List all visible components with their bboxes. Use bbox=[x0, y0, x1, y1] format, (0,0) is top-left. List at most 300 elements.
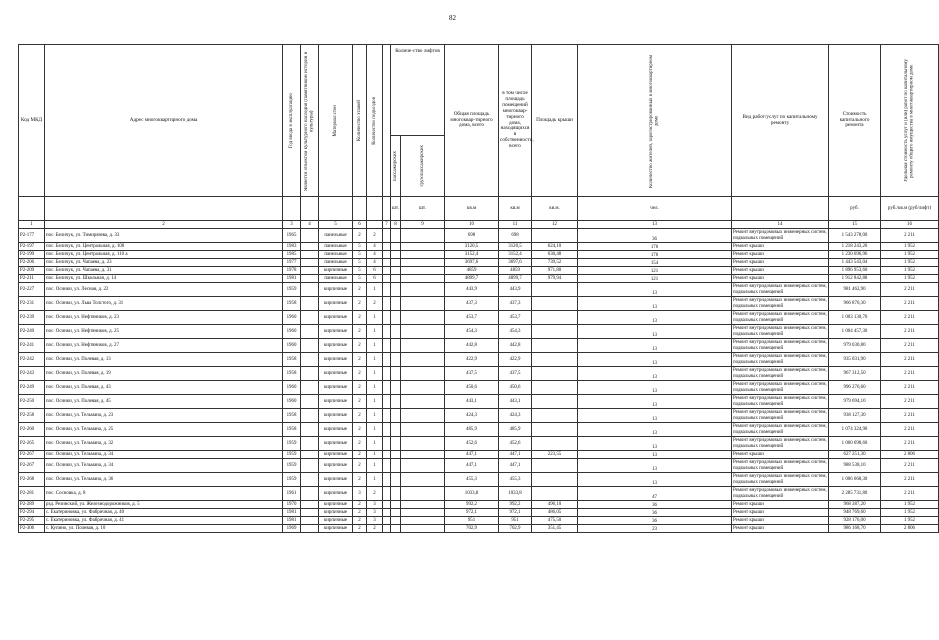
cell-area-owned: 992,2 bbox=[499, 501, 532, 509]
cell-heritage bbox=[301, 451, 319, 459]
cell-walls: кирпичные bbox=[319, 367, 353, 381]
cell-residents: 13 bbox=[578, 297, 732, 311]
cell-work: Ремонт внутридомовых инженерных систем, подвальных помещений bbox=[733, 312, 827, 323]
cell-cost: 1 004 457,30 bbox=[829, 325, 881, 339]
cell-roof-area: 739,52 bbox=[532, 259, 578, 267]
cell-lifts-pass bbox=[391, 501, 401, 509]
col-num: 6 bbox=[353, 221, 367, 229]
cell-lifts-pass bbox=[391, 297, 401, 311]
table-row bbox=[19, 275, 939, 283]
header-floors: Количество этажей bbox=[353, 45, 367, 197]
cell-unit-cost: 2 211 bbox=[881, 367, 939, 381]
cell-lifts-pass bbox=[391, 459, 401, 473]
cell-area-total: 1033,8 bbox=[445, 487, 499, 501]
cell-lifts-pass bbox=[391, 409, 401, 423]
cell-blank bbox=[383, 311, 391, 325]
cell-residents: 13 bbox=[578, 353, 732, 367]
cell-year: 1965 bbox=[283, 229, 301, 243]
cell-year: 1977 bbox=[283, 259, 301, 267]
cell-floors: 2 bbox=[353, 367, 367, 381]
col-num: 1 bbox=[19, 221, 45, 229]
cell-area-owned: 1033,8 bbox=[499, 487, 532, 501]
col-num: 10 bbox=[445, 221, 499, 229]
cell-blank bbox=[383, 525, 391, 533]
cell-address: пос. Беличук, ул. Школьная, д. 14 bbox=[45, 275, 283, 283]
cell-work: Ремонт внутридомовых инженерных систем, подвальных помещений bbox=[733, 410, 827, 421]
cell-roof-area bbox=[532, 229, 578, 243]
table-row bbox=[19, 487, 939, 501]
cell-heritage bbox=[301, 275, 319, 283]
table-row bbox=[19, 283, 939, 297]
cell-blank bbox=[383, 437, 391, 451]
cell-entrances: 1 bbox=[367, 395, 383, 409]
header-lifts-pass: пассажирских bbox=[391, 136, 401, 197]
header-heritage: Является объектом культурного наследия (памятником истории и культуры) bbox=[301, 45, 319, 197]
cell-walls: кирпичные bbox=[319, 517, 353, 525]
cell-address: пос. Осинки, ул. Тельмана, д. 34 bbox=[45, 451, 283, 459]
unit-residents: чел. bbox=[578, 197, 732, 221]
header-address: Адрес многоквартирного дома bbox=[45, 45, 283, 197]
units-row bbox=[19, 197, 939, 221]
cell-year: 1981 bbox=[283, 517, 301, 525]
header-lifts-group: Количе-ство лифтов bbox=[391, 45, 445, 136]
cell-blank bbox=[383, 409, 391, 423]
header-area-owned: в том числе площадь помещений многоквар-тирного дома, находящихся в собственности, всего bbox=[499, 45, 532, 197]
cell-work: Ремонт внутридомовых инженерных систем, подвальных помещений bbox=[733, 340, 827, 351]
cell-lifts-pass bbox=[391, 267, 401, 275]
cell-cost: 988 538,10 bbox=[829, 459, 881, 473]
cell-roof-area bbox=[532, 367, 578, 381]
cell-unit-cost: 2 211 bbox=[881, 297, 939, 311]
table-row bbox=[19, 473, 939, 487]
table-row bbox=[19, 339, 939, 353]
cell-unit-cost: 1 952 bbox=[881, 267, 939, 275]
cell-area-total: 3152,4 bbox=[445, 251, 499, 259]
cell-cost: 948 769,60 bbox=[829, 509, 881, 517]
cell-area-total: 437,3 bbox=[445, 297, 499, 311]
cell-kod: Р2-281 bbox=[19, 487, 45, 501]
cell-lifts-cargo bbox=[401, 487, 445, 501]
cell-area-total: 698 bbox=[445, 229, 499, 243]
cell-lifts-cargo bbox=[401, 525, 445, 533]
cell-heritage bbox=[301, 251, 319, 259]
unit-roof-area: кв.м. bbox=[532, 197, 578, 221]
cell-unit-cost: 1 952 bbox=[881, 517, 939, 525]
cell-kod: Р2-206 bbox=[19, 259, 45, 267]
cell-blank bbox=[383, 517, 391, 525]
cell-lifts-cargo bbox=[401, 451, 445, 459]
cell-lifts-pass bbox=[391, 259, 401, 267]
cell-area-owned: 4899,7 bbox=[499, 275, 532, 283]
cell-residents: 23 bbox=[578, 525, 732, 533]
table-row bbox=[19, 311, 939, 325]
col-num: 14 bbox=[732, 221, 829, 229]
cell-kod: Р2-294 bbox=[19, 509, 45, 517]
cell-floors: 2 bbox=[353, 517, 367, 525]
cell-heritage bbox=[301, 487, 319, 501]
cell-walls: кирпичные bbox=[319, 267, 353, 275]
cell-roof-area bbox=[532, 311, 578, 325]
cell-residents: 13 bbox=[578, 451, 732, 459]
cell-area-owned: 450,6 bbox=[499, 381, 532, 395]
cell-lifts-pass bbox=[391, 367, 401, 381]
cell-unit-cost: 2 211 bbox=[881, 473, 939, 487]
cell-year: 1959 bbox=[283, 437, 301, 451]
cell-floors: 2 bbox=[353, 395, 367, 409]
cell-address: пос. Осинки, ул. Тельмана, д. 34 bbox=[45, 459, 283, 473]
col-num: 11 bbox=[499, 221, 532, 229]
unit-unit-cost: руб./кв.м (руб/лифт) bbox=[881, 197, 939, 221]
cell-heritage bbox=[301, 509, 319, 517]
cell-year: 1959 bbox=[283, 451, 301, 459]
cell-unit-cost: 1 952 bbox=[881, 501, 939, 509]
cell-heritage bbox=[301, 339, 319, 353]
cell-residents: 13 bbox=[578, 423, 732, 437]
header-entrances: Количество подъездов bbox=[367, 45, 383, 197]
cell-residents: 13 bbox=[578, 367, 732, 381]
cell-unit-cost: 2 806 bbox=[881, 451, 939, 459]
table-row bbox=[19, 409, 939, 423]
cell-blank bbox=[383, 473, 391, 487]
cell-address: пос. Осинки, ул. Нефтяников, д. 25 bbox=[45, 325, 283, 339]
cell-entrances: 1 bbox=[367, 423, 383, 437]
cell-blank bbox=[383, 459, 391, 473]
col-num: 9 bbox=[401, 221, 445, 229]
cell-residents: 154 bbox=[578, 259, 732, 267]
cell-cost: 967 312,50 bbox=[829, 367, 881, 381]
cell-work: Ремонт внутридомовых инженерных систем, подвальных помещений bbox=[733, 354, 827, 365]
header-walls: Материал стен bbox=[319, 45, 353, 197]
cell-walls: панельные bbox=[319, 229, 353, 243]
table-row bbox=[19, 451, 939, 459]
cell-area-total: 443,1 bbox=[445, 395, 499, 409]
table-row bbox=[19, 437, 939, 451]
header-blank-col bbox=[383, 45, 391, 197]
cell-area-owned: 455,3 bbox=[499, 473, 532, 487]
cell-area-total: 485,9 bbox=[445, 423, 499, 437]
cell-area-total: 4859 bbox=[445, 267, 499, 275]
cell-work: Ремонт внутридомовых инженерных систем, подвальных помещений bbox=[733, 230, 827, 241]
cell-residents: 13 bbox=[578, 381, 732, 395]
cell-blank bbox=[383, 487, 391, 501]
cell-heritage bbox=[301, 325, 319, 339]
cell-blank bbox=[383, 339, 391, 353]
cell-floors: 2 bbox=[353, 451, 367, 459]
header-year: Год ввода в эксплуатацию bbox=[283, 45, 301, 197]
table-row bbox=[19, 297, 939, 311]
cell-roof-area bbox=[532, 423, 578, 437]
cell-work: Ремонт внутридомовых инженерных систем, подвальных помещений bbox=[733, 438, 827, 449]
cell-lifts-cargo bbox=[401, 381, 445, 395]
cell-unit-cost: 2 211 bbox=[881, 325, 939, 339]
cell-heritage bbox=[301, 409, 319, 423]
cell-floors: 2 bbox=[353, 509, 367, 517]
cell-address: пос. Осинки, ул. Лесная, д. 22 bbox=[45, 283, 283, 297]
cell-entrances: 2 bbox=[367, 487, 383, 501]
col-num: 4 bbox=[301, 221, 319, 229]
cell-residents: 13 bbox=[578, 395, 732, 409]
cell-entrances: 1 bbox=[367, 381, 383, 395]
cell-kod: Р2-267 bbox=[19, 451, 45, 459]
cell-lifts-pass bbox=[391, 251, 401, 259]
cell-heritage bbox=[301, 437, 319, 451]
cell-roof-area: 624,10 bbox=[532, 243, 578, 251]
cell-floors: 2 bbox=[353, 381, 367, 395]
header-roof-area: Площадь крыши bbox=[532, 45, 578, 197]
cell-work: Ремонт внутридомовых инженерных систем, подвальных помещений bbox=[733, 488, 827, 499]
cell-work: Ремонт крыши bbox=[732, 243, 829, 251]
cell-blank bbox=[383, 251, 391, 259]
cell-kod: Р2-227 bbox=[19, 283, 45, 297]
cell-floors: 2 bbox=[353, 353, 367, 367]
cell-lifts-pass bbox=[391, 423, 401, 437]
col-num: 2 bbox=[45, 221, 283, 229]
cell-year: 1958 bbox=[283, 367, 301, 381]
cell-kod: Р2-242 bbox=[19, 353, 45, 367]
cell-lifts-cargo bbox=[401, 459, 445, 473]
cell-blank bbox=[383, 367, 391, 381]
cell-blank bbox=[383, 381, 391, 395]
cell-entrances: 4 bbox=[367, 251, 383, 259]
cell-year: 1958 bbox=[283, 423, 301, 437]
cell-year: 1958 bbox=[283, 353, 301, 367]
cell-entrances: 1 bbox=[367, 451, 383, 459]
cell-work: Ремонт крыши bbox=[732, 251, 829, 259]
cell-walls: панельные bbox=[319, 251, 353, 259]
cell-lifts-pass bbox=[391, 395, 401, 409]
cell-area-owned: 951 bbox=[499, 517, 532, 525]
cell-walls: кирпичные bbox=[319, 395, 353, 409]
cell-entrances: 2 bbox=[367, 229, 383, 243]
cell-cost: 981 462,90 bbox=[829, 283, 881, 297]
cell-work: Ремонт внутридомовых инженерных систем, подвальных помещений bbox=[733, 284, 827, 295]
table-row bbox=[19, 381, 939, 395]
cell-lifts-cargo bbox=[401, 501, 445, 509]
cell-area-total: 447,1 bbox=[445, 459, 499, 473]
cell-walls: панельные bbox=[319, 243, 353, 251]
cell-entrances: 2 bbox=[367, 525, 383, 533]
cell-unit-cost: 1 952 bbox=[881, 509, 939, 517]
cell-roof-area bbox=[532, 409, 578, 423]
cell-heritage bbox=[301, 501, 319, 509]
table-row bbox=[19, 367, 939, 381]
cell-blank bbox=[383, 243, 391, 251]
cell-lifts-cargo bbox=[401, 297, 445, 311]
cell-unit-cost: 2 211 bbox=[881, 311, 939, 325]
cell-blank bbox=[383, 229, 391, 243]
cell-lifts-pass bbox=[391, 517, 401, 525]
cell-area-total: 422,9 bbox=[445, 353, 499, 367]
cell-area-total: 455,3 bbox=[445, 473, 499, 487]
col-num: 12 bbox=[532, 221, 578, 229]
cell-roof-area bbox=[532, 325, 578, 339]
cell-lifts-cargo bbox=[401, 259, 445, 267]
cell-lifts-cargo bbox=[401, 267, 445, 275]
cell-lifts-cargo bbox=[401, 473, 445, 487]
cell-work: Ремонт крыши bbox=[732, 275, 829, 283]
cell-year: 1958 bbox=[283, 409, 301, 423]
cell-work: Ремонт крыши bbox=[732, 525, 829, 533]
table-row bbox=[19, 423, 939, 437]
cell-area-total: 442,8 bbox=[445, 339, 499, 353]
table-row bbox=[19, 243, 939, 251]
cell-lifts-pass bbox=[391, 339, 401, 353]
cell-kod: Р2-231 bbox=[19, 297, 45, 311]
cell-walls: панельные bbox=[319, 275, 353, 283]
cell-roof-area bbox=[532, 395, 578, 409]
cell-entrances: 3 bbox=[367, 509, 383, 517]
header-work: Вид работ/услуг по капитальному ремонту bbox=[732, 45, 829, 197]
cell-unit-cost: 2 211 bbox=[881, 459, 939, 473]
cell-entrances: 1 bbox=[367, 311, 383, 325]
cell-area-total: 450,6 bbox=[445, 381, 499, 395]
table-row bbox=[19, 509, 939, 517]
header-cost: Стоимость капитального ремонта bbox=[829, 45, 881, 197]
cell-lifts-cargo bbox=[401, 311, 445, 325]
cell-work: Ремонт крыши bbox=[732, 517, 829, 525]
cell-area-owned: 485,9 bbox=[499, 423, 532, 437]
cell-unit-cost: 2 806 bbox=[881, 525, 939, 533]
cell-kod: Р2-260 bbox=[19, 423, 45, 437]
cell-blank bbox=[383, 259, 391, 267]
table-row bbox=[19, 251, 939, 259]
cell-blank bbox=[383, 275, 391, 283]
col-num: 3 bbox=[283, 221, 301, 229]
cell-lifts-cargo bbox=[401, 509, 445, 517]
table-row bbox=[19, 325, 939, 339]
cell-lifts-pass bbox=[391, 353, 401, 367]
cell-roof-area: 979,94 bbox=[532, 275, 578, 283]
cell-roof-area bbox=[532, 339, 578, 353]
cell-walls: кирпичные bbox=[319, 487, 353, 501]
cell-residents: 36 bbox=[578, 509, 732, 517]
cell-kod: Р2-209 bbox=[19, 267, 45, 275]
cell-floors: 2 bbox=[353, 437, 367, 451]
cell-entrances: 1 bbox=[367, 353, 383, 367]
cell-residents: 176 bbox=[578, 243, 732, 251]
cell-entrances: 1 bbox=[367, 459, 383, 473]
cell-address: пос. Осинки, ул. Тельмана, д. 32 bbox=[45, 437, 283, 451]
cell-kod: Р2-265 bbox=[19, 437, 45, 451]
cell-heritage bbox=[301, 423, 319, 437]
cell-kod: Р2-199 bbox=[19, 251, 45, 259]
table-row bbox=[19, 353, 939, 367]
cell-roof-area bbox=[532, 487, 578, 501]
cell-cost: 1 230 696,96 bbox=[829, 251, 881, 259]
cell-floors: 2 bbox=[353, 283, 367, 297]
cell-entrances: 1 bbox=[367, 409, 383, 423]
cell-heritage bbox=[301, 517, 319, 525]
cell-cost: 1 218 243,20 bbox=[829, 243, 881, 251]
cell-lifts-cargo bbox=[401, 395, 445, 409]
table-row bbox=[19, 459, 939, 473]
cell-roof-area bbox=[532, 283, 578, 297]
cell-work: Ремонт крыши bbox=[732, 259, 829, 267]
cell-work: Ремонт внутридомовых инженерных систем, подвальных помещений bbox=[733, 368, 827, 379]
cell-cost: 627 251,30 bbox=[829, 451, 881, 459]
cell-lifts-pass bbox=[391, 283, 401, 297]
cell-lifts-pass bbox=[391, 325, 401, 339]
cell-area-owned: 422,9 bbox=[499, 353, 532, 367]
cell-area-owned: 453,7 bbox=[499, 311, 532, 325]
cell-address: пос. Осинки, ул. Тельмана, д. 25 bbox=[45, 423, 283, 437]
cell-address: пос. Беличук, ул. Тимирязева, д. 33 bbox=[45, 229, 283, 243]
cell-area-total: 3697,6 bbox=[445, 259, 499, 267]
cell-address: пос. Осинки, ул. Полевая, д. 19 bbox=[45, 367, 283, 381]
cell-area-owned: 3152,4 bbox=[499, 251, 532, 259]
cell-area-total: 424,3 bbox=[445, 409, 499, 423]
cell-roof-area bbox=[532, 437, 578, 451]
cell-entrances: 6 bbox=[367, 275, 383, 283]
cell-walls: кирпичные bbox=[319, 353, 353, 367]
cell-area-owned: 443,1 bbox=[499, 395, 532, 409]
cell-entrances: 3 bbox=[367, 517, 383, 525]
cell-roof-area: 496,10 bbox=[532, 501, 578, 509]
cell-roof-area: 486,05 bbox=[532, 509, 578, 517]
cell-unit-cost: 1 952 bbox=[881, 275, 939, 283]
cell-floors: 5 bbox=[353, 259, 367, 267]
cell-walls: кирпичные bbox=[319, 339, 353, 353]
cell-floors: 5 bbox=[353, 267, 367, 275]
cell-residents: 13 bbox=[578, 459, 732, 473]
cell-area-owned: 437,5 bbox=[499, 367, 532, 381]
cell-floors: 2 bbox=[353, 229, 367, 243]
cell-work: Ремонт крыши bbox=[732, 267, 829, 275]
cell-walls: кирпичные bbox=[319, 525, 353, 533]
cell-kod: Р2-177 bbox=[19, 229, 45, 243]
cell-heritage bbox=[301, 459, 319, 473]
cell-residents: 36 bbox=[578, 229, 732, 243]
cell-cost: 2 285 731,80 bbox=[829, 487, 881, 501]
cell-walls: кирпичные bbox=[319, 459, 353, 473]
cell-floors: 2 bbox=[353, 423, 367, 437]
cell-heritage bbox=[301, 395, 319, 409]
cell-kod: Р2-250 bbox=[19, 395, 45, 409]
cell-unit-cost: 2 211 bbox=[881, 353, 939, 367]
cell-area-total: 452,6 bbox=[445, 437, 499, 451]
cell-area-total: 454,3 bbox=[445, 325, 499, 339]
cell-year: 1959 bbox=[283, 283, 301, 297]
cell-roof-area: 630,48 bbox=[532, 251, 578, 259]
cell-lifts-cargo bbox=[401, 325, 445, 339]
unit-lifts-cargo: шт. bbox=[401, 197, 445, 221]
cell-work: Ремонт внутридомовых инженерных систем, подвальных помещений bbox=[733, 424, 827, 435]
cell-cost: 1 003 130,70 bbox=[829, 311, 881, 325]
cell-unit-cost: 2 211 bbox=[881, 487, 939, 501]
cell-walls: кирпичные bbox=[319, 509, 353, 517]
cell-entrances: 1 bbox=[367, 339, 383, 353]
cell-area-owned: 454,3 bbox=[499, 325, 532, 339]
cell-year: 1960 bbox=[283, 395, 301, 409]
col-num: 5 bbox=[319, 221, 353, 229]
cell-area-total: 702,9 bbox=[445, 525, 499, 533]
unit-cost: руб. bbox=[829, 197, 881, 221]
cell-area-owned: 698 bbox=[499, 229, 532, 243]
cell-area-total: 437,5 bbox=[445, 367, 499, 381]
cell-entrances: 1 bbox=[367, 473, 383, 487]
cell-area-total: 972,1 bbox=[445, 509, 499, 517]
cell-lifts-cargo bbox=[401, 283, 445, 297]
cell-year: 1959 bbox=[283, 473, 301, 487]
cell-roof-area bbox=[532, 459, 578, 473]
cell-lifts-pass bbox=[391, 311, 401, 325]
col-num: 13 bbox=[578, 221, 732, 229]
cell-heritage bbox=[301, 473, 319, 487]
cell-walls: кирпичные bbox=[319, 473, 353, 487]
cell-residents: 47 bbox=[578, 487, 732, 501]
table-row bbox=[19, 395, 939, 409]
table-row bbox=[19, 229, 939, 243]
